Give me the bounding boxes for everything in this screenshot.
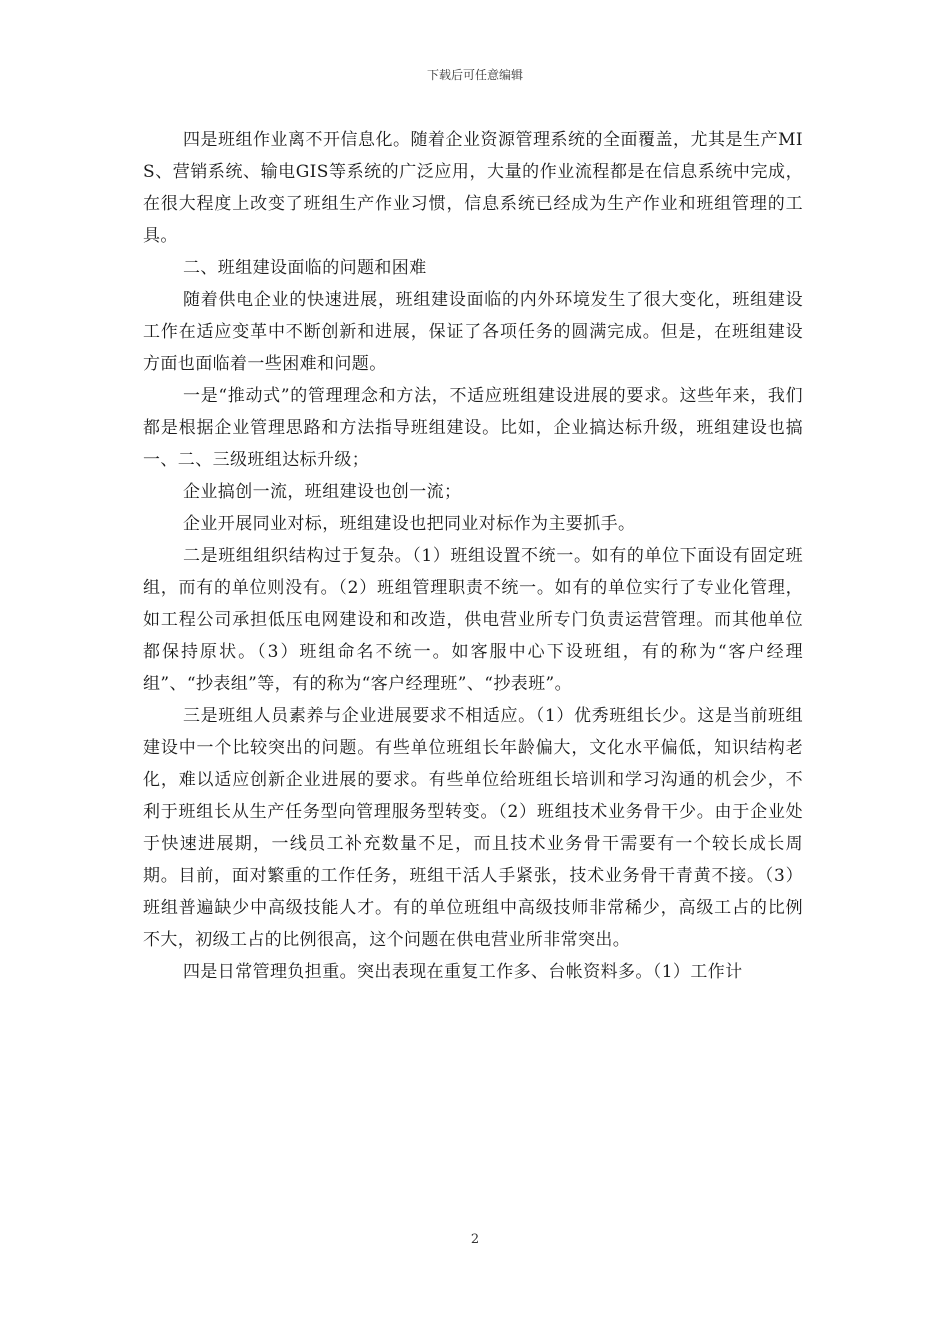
page-number: 2 [470,1232,480,1247]
paragraph-personnel: 三是班组人员素养与企业进展要求不相适应。（1）优秀班组长少。这是当前班组建设中一个比较突出的问题。有些单位班组长年龄偏大，文化水平偏低，知识结构老化，难以适应创新企业进展的要求。有些单位给班组长培训和学习沟通的机会少，不利于班组长从生产任务型向管理服务型转变。（2）班组技术业务骨干少。由于企业处于快速进展期，一线员工补充数量不足，而且技术业务骨干需要有一个较长成长周期。目前，面对繁重的工作任务，班组干活人手紧张，技术业务骨干青黄不接。（3）班组普遍缺少中高级技能人才。有的单位班组中高级技师非常稀少，高级工占的比例不大，初级工占的比例很高，这个问题在供电营业所非常突出。 [143,706,803,950]
paragraph-benchmarking: 企业开展同业对标，班组建设也把同业对标作为主要抓手。 [183,514,636,534]
paragraph-daily-management: 四是日常管理负担重。突出表现在重复工作多、台帐资料多。（1）工作计 [183,962,743,982]
section-heading-problems: 二、班组建设面临的问题和困难 [183,258,427,278]
document-body [143,124,803,988]
paragraph-structure: 二是班组组织结构过于复杂。（1）班组设置不统一。如有的单位下面设有固定班组，而有的单位则没有。（2）班组管理职责不统一。如有的单位实行了专业化管理，如工程公司承担低压电网建设和和改造，供电营业所专门负责运营管理。而其他单位都保持原状。（3）班组命名不统一。如客服中心下设班组，有的称为“客户经理组”、“抄表组”等，有的称为“客户经理班”、“抄表班”。 [143,546,803,694]
page-header: 下载后可任意编辑 [426,68,523,82]
paragraph-push-mode: 一是“推动式”的管理理念和方法，不适应班组建设进展的要求。这些年来，我们都是根据企业管理思路和方法指导班组建设。比如，企业搞达标升级，班组建设也搞一、二、三级班组达标升级； [143,386,803,470]
paragraph-info-system: 四是班组作业离不开信息化。随着企业资源管理系统的全面覆盖，尤其是生产MIS、营销系统、输电GIS等系统的广泛应用，大量的作业流程都是在信息系统中完成，在很大程度上改变了班组生产作业习惯，信息系统已经成为生产作业和班组管理的工具。 [143,130,803,246]
paragraph-intro-problems: 随着供电企业的快速进展，班组建设面临的内外环境发生了很大变化，班组建设工作在适应变革中不断创新和进展，保证了各项任务的圆满完成。但是，在班组建设方面也面临着一些困难和问题。 [143,290,803,374]
paragraph-first-class: 企业搞创一流，班组建设也创一流； [183,482,462,502]
